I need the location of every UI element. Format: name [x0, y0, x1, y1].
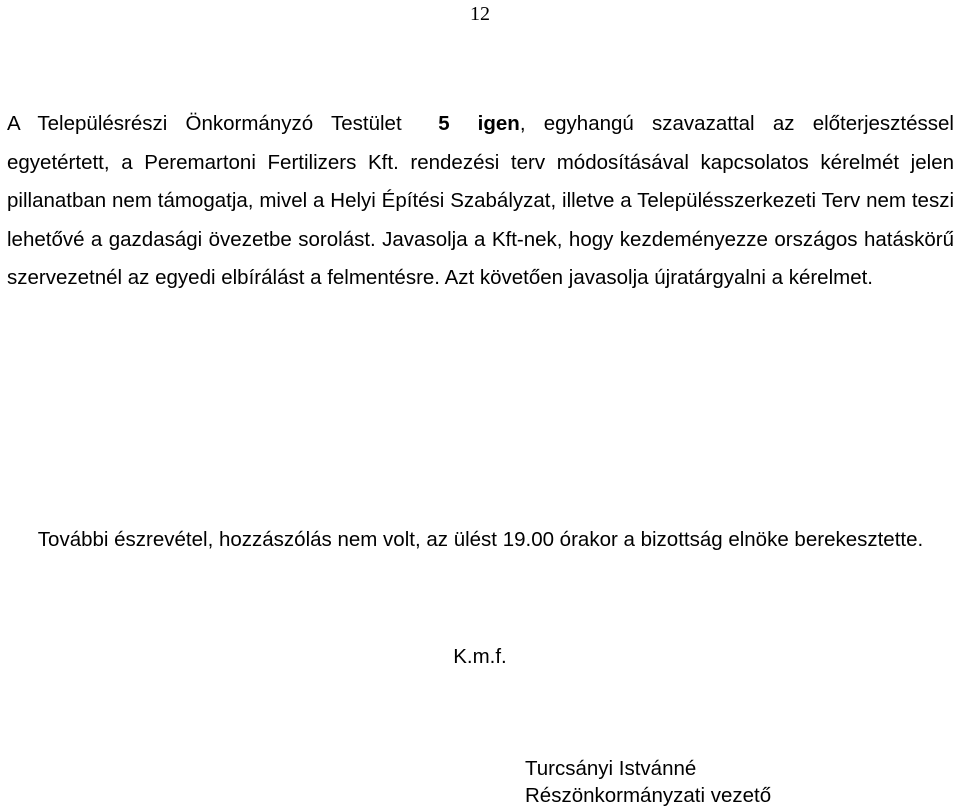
signatory-name: Turcsányi Istvánné — [525, 757, 697, 780]
resolution-paragraph — [7, 105, 954, 298]
kmf-label: K.m.f. — [453, 645, 507, 668]
signature-block — [525, 755, 771, 809]
closing-paragraph: További észrevétel, hozzászólás nem volt, az ülést 19.00 órakor a bizottság elnöke berekesztette. — [37, 528, 924, 551]
vote-count: 5 — [438, 112, 450, 135]
page-number: 12 — [470, 3, 490, 25]
resolution-intro: A Településrészi Önkormányzó Testület — [7, 112, 402, 135]
resolution-text: , egyhangú szavazattal az előterjesztéssel egyetértett, a Peremartoni Fertilizers Kft. rendezési terv módosításával kapcsolatos kérelmét jelen pillanatban nem támogatja, mivel a Helyi Építési Szabályzat, illetve a Településszerkezeti Terv nem teszi lehetővé a gazdasági övezetbe sorolást. Javasolja a Kft-nek, hogy kezdeményezze országos hatáskörű szervezetnél az egyedi elbírálást a felmentésre. Azt követően javasolja újratárgyalni a kérelmet. — [7, 112, 954, 290]
vote-word: igen — [477, 112, 520, 135]
signatory-title: Részönkormányzati vezető — [525, 784, 772, 807]
